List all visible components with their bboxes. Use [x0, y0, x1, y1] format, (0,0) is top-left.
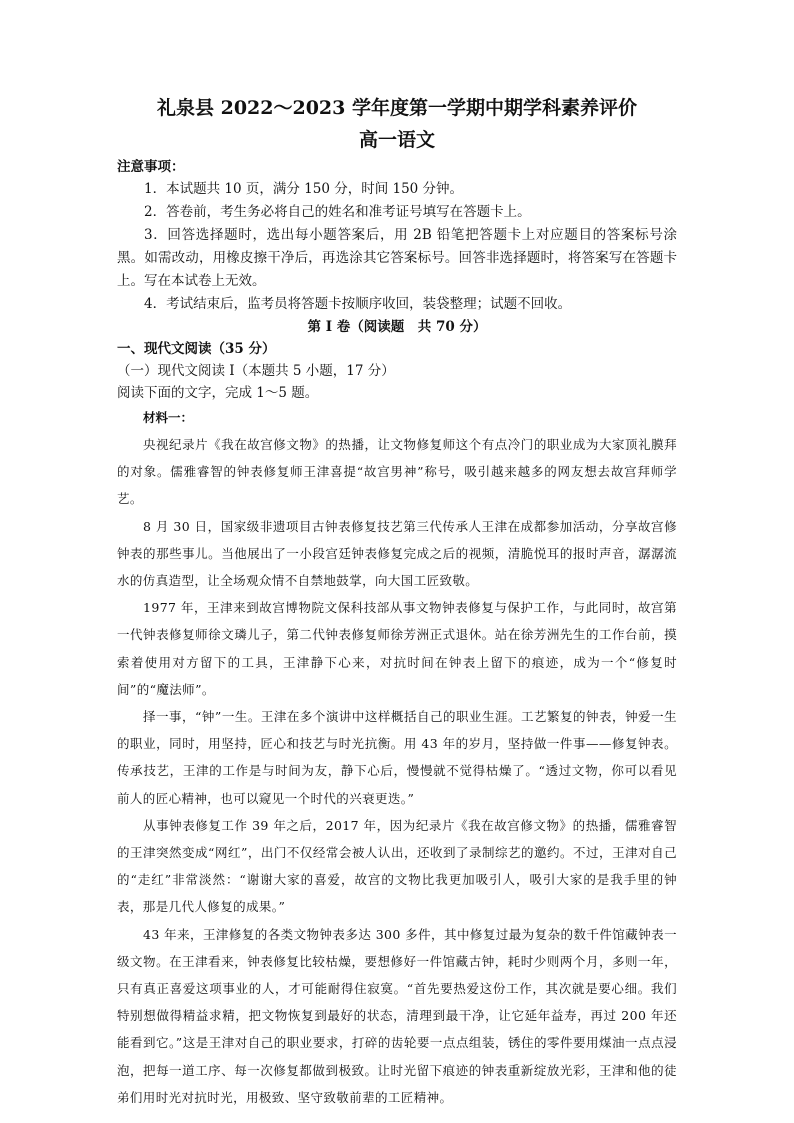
material-paragraph: 8 月 30 日，国家级非遗项目古钟表修复技艺第三代传承人王津在成都参加活动，分享故宫修钟表的那些事儿。当他展出了一小段宫廷钟表修复完成之后的视频，清脆悦耳的报时声音，潺潺流水的仿真造型，让全场观众情不自禁地鼓掌，向大国工匠致敬。	[117, 518, 677, 589]
exam-page	[117, 94, 677, 1111]
material-paragraph: 43 年来，王津修复的各类文物钟表多达 300 多件，其中修复过最为复杂的数千件馆藏钟表一级文物。在王津看来，钟表修复比较枯燥，要想修好一件馆藏古钟，耗时少则两个月，多则一年，只有真正喜爱这项事业的人，才可能耐得住寂寞。“首先要热爱这份工作，其次就是要心细。我们特别想做得精益求精，把文物恢复到最好的状态，清理到最干净，让它延年益寿，再过 200 年还能看到它。”这是王津对自己的职业要求，打碎的齿轮要一点点组装，锈住的零件要用煤油一点点浸泡，把每一道工序、每一次修复都做到极致。让时光留下痕迹的钟表重新绽放光彩，王津和他的徒弟们用时光对抗时光，用极致、坚守致敬前辈的工匠精神。	[117, 926, 677, 1105]
notice-block	[117, 156, 677, 316]
material-paragraph: 央视纪录片《我在故宫修文物》的热播，让文物修复师这个有点冷门的职业成为大家顶礼膜拜的对象。儒雅睿智的钟表修复师王津喜提“故宫男神”称号，吸引越来越多的网友想去故宫拜师学艺。	[117, 437, 677, 507]
notice-item: 1．本试题共 10 页，满分 150 分，时间 150 分钟。	[144, 181, 464, 197]
exam-subject: 高一语文	[358, 129, 435, 151]
material-paragraph: 从事钟表修复工作 39 年之后，2017 年，因为纪录片《我在故宫修文物》的热播，儒雅睿智的王津突然变成“网红”，出门不仅经常会被人认出，还收到了录制综艺的邀约。不过，王津对自己的“走红”非常淡然：“谢谢大家的喜爱，故宫的文物比我更加吸引人，吸引大家的是我手里的钟表，那是几代人修复的成果。”	[117, 817, 677, 915]
material-one	[117, 404, 677, 1111]
material-heading: 材料一：	[143, 410, 194, 425]
part-title: 第 I 卷（阅读题 共 70 分）	[307, 319, 487, 335]
notice-item: 2．答卷前，考生务必将自己的姓名和准考证号填写在答题卡上。	[144, 204, 531, 220]
reading-instruction: 阅读下面的文字，完成 1～5 题。	[117, 385, 319, 401]
material-paragraph: 择一事，“钟”一生。王津在多个演讲中这样概括自己的职业生涯。工艺繁复的钟表，钟爱一生的职业，同时，用坚持，匠心和技艺与时光抗衡。用 43 年的岁月，坚持做一件事——修复钟表。传承技艺，王津的工作是与时间为友，静下心后，慢慢就不觉得枯燥了。“透过文物，你可以看见前人的匠心精神，也可以窥见一个时代的兴衰更迭。”	[117, 709, 677, 806]
notice-heading: 注意事项：	[117, 159, 185, 175]
notice-item: 4．考试结束后，监考员将答题卡按顺序收回，装袋整理；试题不回收。	[144, 296, 572, 312]
notice-item: 3．回答选择题时，选出每小题答案后，用 2B 铅笔把答题卡上对应题目的答案标号涂黑。如需改动，用橡皮擦干净后，再选涂其它答案标号。回答非选择题时，将答案写在答题卡上。写在本试卷上无效。	[117, 227, 677, 289]
subsection-heading: （一）现代文阅读 I（本题共 5 小题，17 分）	[117, 363, 395, 379]
section-heading: 一、现代文阅读（35 分）	[117, 341, 276, 357]
exam-title: 礼泉县 2022～2023 学年度第一学期中期学科素养评价	[157, 97, 637, 119]
material-paragraph: 1977 年，王津来到故宫博物院文保科技部从事文物钟表修复与保护工作，与此同时，故宫第一代钟表修复师徐文璘儿子，第二代钟表修复师徐芳洲正式退休。站在徐芳洲先生的工作台前，摸索着使用对方留下的工具，王津静下心来，对抗时间在钟表上留下的痕迹，成为一个“修复时间”的“魔法师”。	[117, 600, 677, 697]
